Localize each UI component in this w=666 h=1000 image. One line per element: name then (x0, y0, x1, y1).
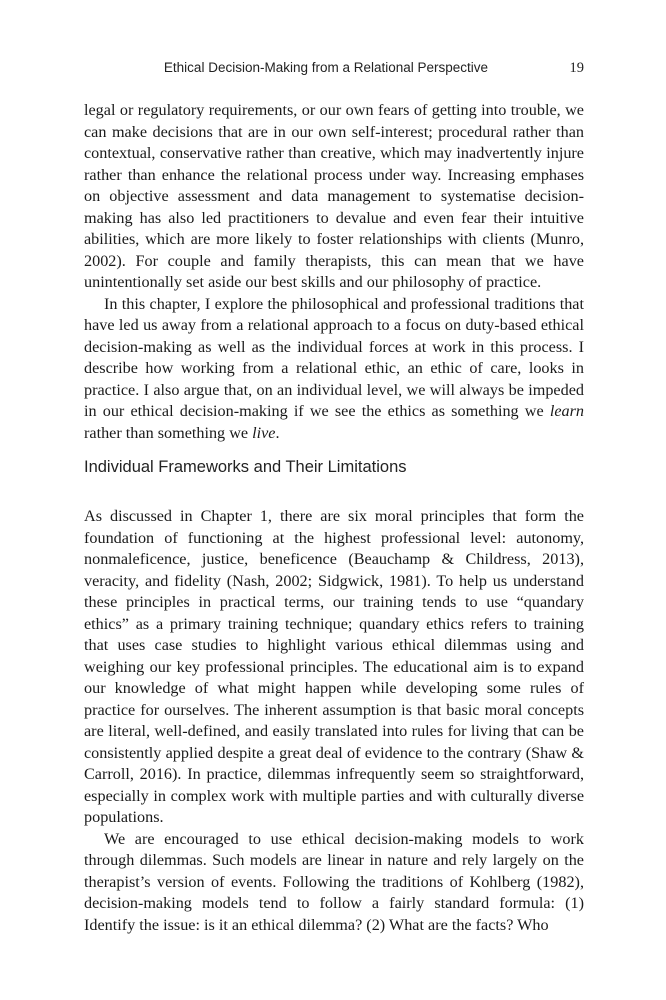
opening-text-block (84, 100, 584, 444)
emphasis-live: live (252, 423, 276, 442)
section-heading: Individual Frameworks and Their Limitations (84, 458, 407, 476)
page-number: 19 (569, 60, 584, 76)
overview-text-end: . (275, 423, 280, 442)
section-text-block (84, 506, 584, 936)
paragraph-moral-principles: As discussed in Chapter 1, there are six moral principles that form the foundation of functioning at the highest professional level: autonomy, nonmaleficence, justice, beneficence (Beauchamp & Childress, 2013), veracity, and fidelity (Nash, 2002; Sidgwick, 1981). To help us understand these principles in practical terms, our training tends to use “quandary ethics” as a primary training technique; quandary ethics refers to training that uses case studies to highlight various ethical dilemmas using and weighing our key professional principles. The educational aim is to expand our knowledge of what might happen while developing some rules of practice for ourselves. The inherent assumption is that basic moral concepts are literal, well-defined, and easily translated into rules for living that can be consistently applied despite a great deal of evidence to the contrary (Shaw & Carroll, 2016). In practice, dilemmas infrequently seem so straightforward, especially in complex work with multiple parties and with culturally diverse populations. (84, 507, 584, 826)
emphasis-learn: learn (549, 402, 584, 420)
overview-text: In this chapter, I explore the philosophical and professional traditions that have led us away from a relational approach to a focus on duty-based ethical decision-making as well as the individual forces at work in this process. I describe how working from a relational ethic, an ethic of care, looks in practice. I also argue that, on an individual level, we will always be impeded in our ethical decision-making if we see the ethics as something we (84, 294, 584, 420)
running-head (0, 60, 666, 80)
overview-text-mid: rather than something we (84, 423, 253, 442)
paragraph-chapter-overview (84, 294, 584, 445)
paragraph-continued: legal or regulatory requirements, or our own fears of getting into trouble, we can make decisions that are in our own self-interest; procedural rather than contextual, conservative rather than creative, which may inadvertently injure rather than enhance the relational process under way. Increasing emphases on objective assessment and data management to systematise decision-making has also led practitioners to devalue and even fear their intuitive abilities, which are more likely to foster relationships with clients (Munro, 2002). For couple and family therapists, this can mean that we have unintentionally set aside our best skills and our philosophy of practice. (84, 101, 584, 291)
running-head-title: Ethical Decision-Making from a Relational Perspective (163, 60, 489, 75)
paragraph-decision-models: We are encouraged to use ethical decision-making models to work through dilemmas. Such models are linear in nature and rely largely on the therapist’s version of events. Following the traditions of Kohlberg (1982), decision-making models tend to follow a fairly standard formula: (1) Identify the issue: is it an ethical dilemma? (2) What are the facts? Who (84, 829, 584, 934)
